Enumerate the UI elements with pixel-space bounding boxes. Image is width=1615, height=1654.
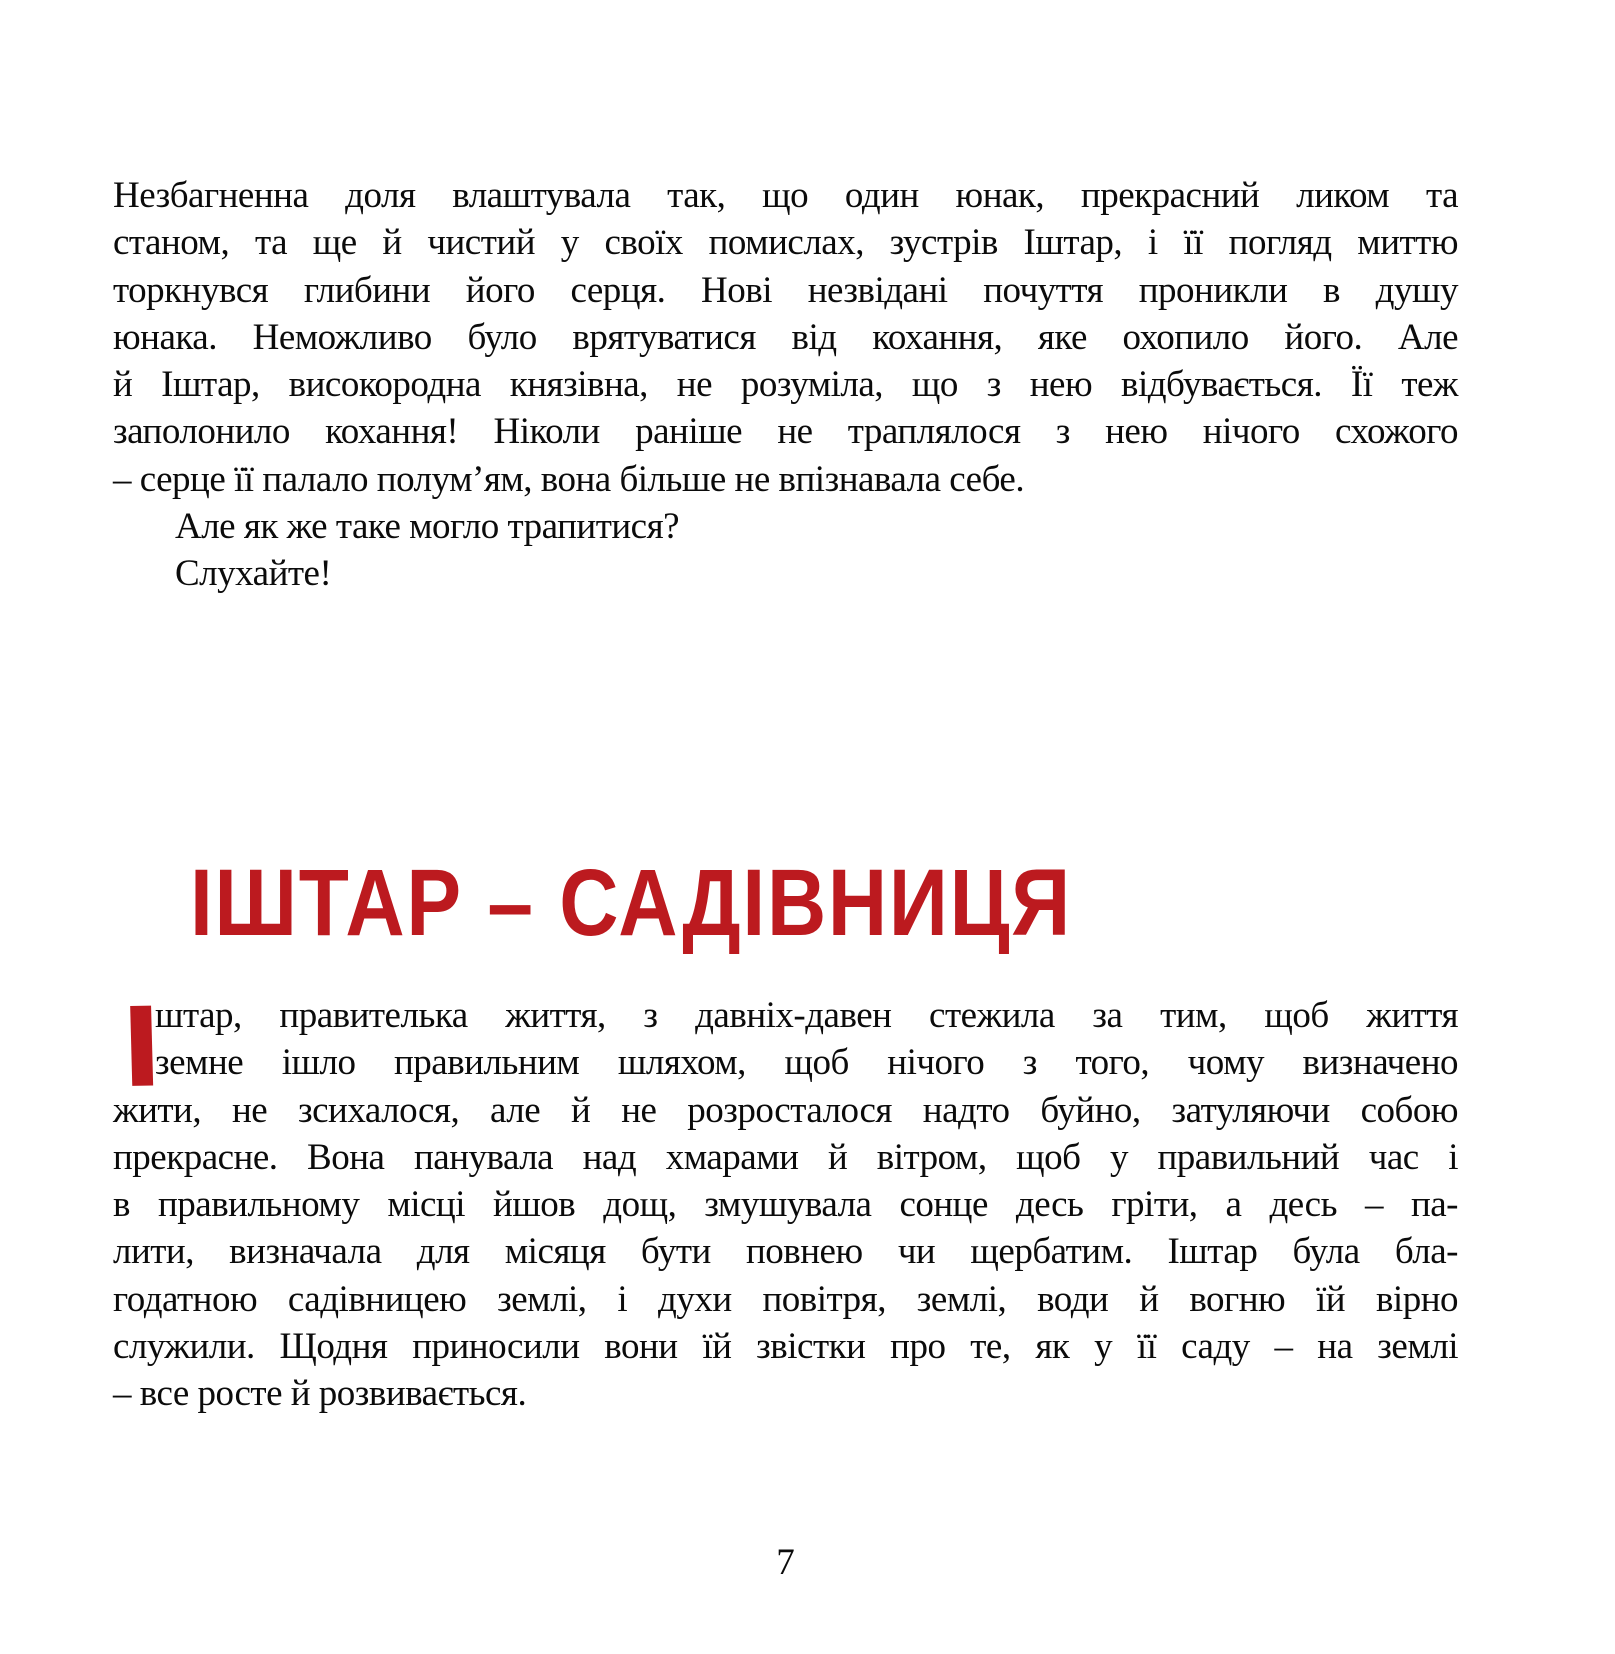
text-line: станом, та ще й чистий у своїх помислах, зустрів Іштар, і її погляд миттю — [113, 222, 1458, 264]
text-line: земне ішло правильним шляхом, щоб нічого з того, чому визначено — [155, 1042, 1458, 1084]
text-line: лити, визначала для місяця бути повнею чи щербатим. Іштар була бла- — [113, 1231, 1458, 1273]
text-line: служили. Щодня приносили вони їй звістки про те, як у її саду – на землі — [113, 1326, 1458, 1368]
chapter-title-text: ІШТАР – САДІВНИЦЯ — [190, 850, 1072, 956]
page-number: 7 — [776, 1542, 795, 1583]
text-line: – все росте й розвивається. — [113, 1373, 527, 1415]
text-line: Слухайте! — [175, 553, 332, 595]
text-line: й Іштар, високородна князівна, не розуміла, що з нею відбувається. Її теж — [113, 364, 1458, 406]
text-line: годатною садівницею землі, і духи повітря, землі, води й вогню їй вірно — [113, 1278, 1458, 1320]
text-line: в правильному місці йшов дощ, змушувала сонце десь гріти, а десь – па- — [113, 1184, 1458, 1226]
drop-cap-letter: І — [119, 980, 164, 1111]
text-line: торкнувся глибини його серця. Нові незвідані почуття проникли в душу — [113, 269, 1458, 311]
text-line: Незбагненна доля влаштувала так, що один юнак, прекрасний ликом та — [113, 175, 1458, 216]
chapter-title — [190, 845, 1130, 975]
text-line: заполонило кохання! Ніколи раніше не траплялося з нею нічого схожого — [113, 411, 1458, 453]
chapter-paragraph — [113, 992, 1458, 1418]
text-line: прекрасне. Вона панувала над хмарами й вітром, щоб у правильний час і — [113, 1136, 1458, 1178]
text-line: жити, не зсихалося, але й не розросталося надто буйно, затуляючи собою — [113, 1089, 1458, 1131]
text-line: Але як же таке могло трапитися? — [175, 506, 680, 548]
intro-paragraph — [113, 172, 1458, 598]
text-line: штар, правителька життя, з давніх-давен стежила за тим, щоб життя — [155, 995, 1458, 1036]
text-line: – серце її палало полум’ям, вона більше не впізнавала себе. — [113, 458, 1025, 500]
text-line: юнака. Неможливо було врятуватися від кохання, яке охопило його. Але — [113, 316, 1458, 358]
